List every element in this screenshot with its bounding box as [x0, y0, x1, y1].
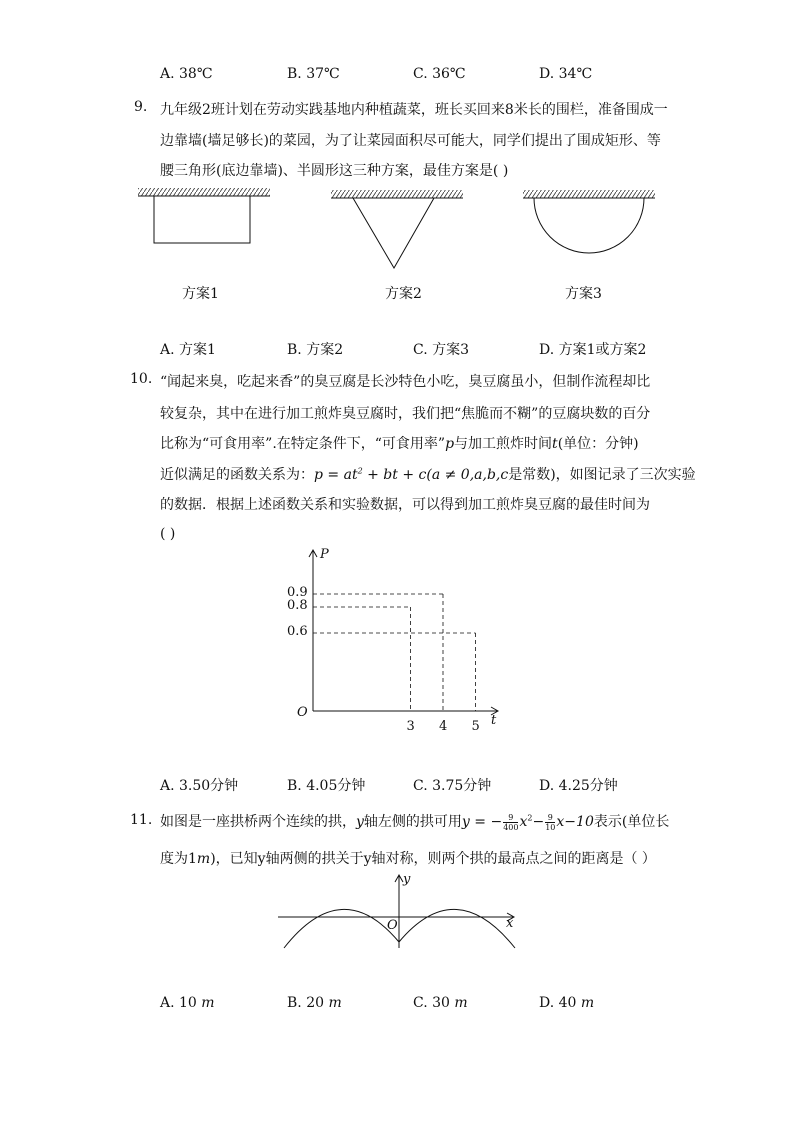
q10-var-t: t [552, 436, 558, 452]
q11-option-b-unit: m [328, 995, 342, 1011]
q11-option-b-text: B. 20 [287, 995, 325, 1011]
q11-option-c[interactable] [413, 995, 468, 1011]
q11-eq-sq: 2 [527, 813, 533, 823]
q10-line-1: “闻起来臭，吃起来香”的臭豆腐是长沙特色小吃，臭豆腐虽小，但制作流程却比 [160, 374, 651, 390]
q9-line-3: 腰三角形(底边靠墙)、半圆形这三种方案，最佳方案是( ) [160, 163, 509, 179]
q8-option-c[interactable]: C. 36℃ [413, 66, 466, 82]
q11-fraction-1-num: 9 [503, 813, 518, 823]
q10-line-3-text-b: 与加工煎炸时间 [454, 436, 553, 452]
q10-option-a[interactable]: A. 3.50分钟 [160, 778, 239, 794]
q10-origin-label: O [297, 705, 308, 720]
q11-fraction-2-den: 10 [545, 822, 556, 832]
q11-line-1-text-b: 轴左侧的拱可用 [363, 814, 462, 830]
q9-option-c[interactable]: C. 方案3 [413, 342, 470, 358]
q11-option-c-unit: m [454, 995, 468, 1011]
q10-y-tick-0.6: 0.6 [287, 624, 308, 639]
q11-y-label: y [403, 872, 411, 887]
q10-line-3-text-c: (单位：分钟) [557, 436, 639, 452]
q11-unit-m: m [196, 851, 211, 867]
q11-option-a[interactable] [160, 995, 215, 1011]
q10-x-tick-4: 4 [439, 719, 448, 734]
q8-option-b[interactable]: B. 37℃ [287, 66, 340, 82]
q10-line-6: ( ) [160, 526, 176, 542]
q11-x-label: x [506, 916, 514, 931]
q9-caption-plan3: 方案3 [565, 286, 602, 302]
q10-option-b[interactable]: B. 4.05分钟 [287, 778, 366, 794]
q11-option-a-unit: m [201, 995, 215, 1011]
q10-y-axis-label: P [320, 547, 329, 562]
q10-option-d[interactable]: D. 4.25分钟 [539, 778, 618, 794]
q10-line-3-text-a: 比称为“可食用率”.在特定条件下，“可食用率” [160, 436, 446, 452]
q9-number: 9. [134, 99, 148, 115]
q11-eq-minus: − [532, 814, 545, 830]
q10-x-tick-5: 5 [471, 719, 480, 734]
q11-eq-start: y = − [461, 814, 503, 830]
q11-fraction-1-den: 400 [503, 822, 519, 832]
q10-y-tick-0.8: 0.8 [287, 598, 308, 613]
q11-var-y: y [356, 814, 364, 830]
q9-line-2: 边靠墙(墙足够长)的菜园，为了让菜园面积尽可能大，同学们提出了围成矩形、等 [160, 133, 661, 149]
q11-option-d-unit: m [580, 995, 595, 1011]
q10-equation-a: p = at [314, 467, 358, 483]
q9-line-1: 九年级2班计划在劳动实践基地内种植蔬菜，班长买回来8米长的围栏，准备围成一 [160, 102, 668, 118]
q11-option-b[interactable] [287, 995, 342, 1011]
q9-caption-plan2: 方案2 [385, 286, 422, 302]
q10-equation-b: + bt + c(a ≠ 0,a,b,c [362, 467, 509, 483]
q11-right-arch [399, 909, 515, 948]
q10-number: 10. [130, 371, 153, 387]
q8-option-d[interactable]: D. 34℃ [539, 66, 593, 82]
q10-var-p: p [445, 436, 455, 452]
q10-line-2: 较复杂，其中在进行加工煎炸臭豆腐时，我们把“焦脆而不糊”的豆腐块数的百分 [160, 406, 651, 422]
q11-line-1-text-a: 如图是一座拱桥两个连续的拱， [160, 814, 356, 830]
q9-option-a[interactable]: A. 方案1 [160, 342, 216, 358]
q11-number: 11. [130, 812, 153, 828]
q10-equation-sq: 2 [357, 466, 363, 476]
q11-left-arch [284, 909, 399, 948]
q11-option-d[interactable] [539, 995, 594, 1011]
q11-line-2-text-b: )，已知y轴两侧的拱关于y轴对称，则两个拱的最高点之间的距离是（ ） [210, 851, 656, 867]
q9-option-d[interactable]: D. 方案1或方案2 [539, 342, 647, 358]
q11-line-2-text-a: 度为1 [160, 851, 197, 867]
q11-line-1-text-c: 表示(单位长 [593, 814, 670, 830]
q11-option-c-text: C. 30 [413, 995, 450, 1011]
q10-y-tick-0.9: 0.9 [287, 585, 308, 600]
q9-option-b[interactable]: B. 方案2 [287, 342, 344, 358]
q10-line-4-text-b: 是常数)，如图记录了三次实验 [508, 467, 696, 483]
q10-line-4-text-a: 近似满足的函数关系为： [160, 467, 314, 483]
q10-option-c[interactable]: C. 3.75分钟 [413, 778, 492, 794]
q11-option-a-text: A. 10 [160, 995, 197, 1011]
q10-line-5: 的数据．根据上述函数关系和实验数据，可以得到加工煎炸臭豆腐的最佳时间为 [160, 497, 650, 513]
q10-x-tick-3: 3 [406, 719, 415, 734]
q10-x-axis-label: t [491, 713, 497, 728]
q8-option-a[interactable]: A. 38℃ [160, 66, 213, 82]
q11-option-d-text: D. 40 [539, 995, 577, 1011]
q11-eq-end: x−10 [556, 814, 594, 830]
q11-eq-x: x [519, 814, 528, 830]
q11-fraction-2-num: 9 [545, 813, 555, 823]
q9-caption-plan1: 方案1 [182, 286, 219, 302]
q11-origin-label: O [387, 918, 398, 933]
